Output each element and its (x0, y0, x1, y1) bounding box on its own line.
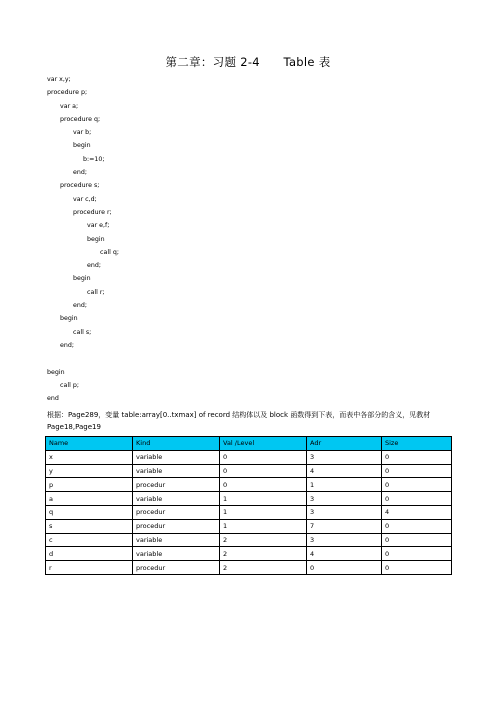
table-cell: s (46, 519, 133, 533)
table-row (46, 533, 452, 547)
code-line: end; (60, 341, 74, 349)
table-cell: 0 (382, 561, 452, 575)
code-line: end; (87, 262, 101, 270)
header-kind: Kind (133, 437, 220, 451)
code-line: call s; (73, 328, 92, 336)
header-adr: Adr (307, 437, 382, 451)
code-line: call p; (60, 381, 79, 389)
table-cell: x (46, 450, 133, 464)
table-cell: 4 (382, 505, 452, 519)
table-cell: 7 (307, 519, 382, 533)
code-line: procedure s; (60, 182, 100, 190)
code-line: end; (73, 302, 87, 310)
table-cell: procedur (133, 505, 220, 519)
table-row (46, 478, 452, 492)
table-cell: procedur (133, 519, 220, 533)
table-cell: procedur (133, 561, 220, 575)
table-cell: 0 (382, 450, 452, 464)
table-row (46, 492, 452, 506)
table-row (46, 450, 452, 464)
code-line: begin (73, 142, 91, 150)
code-line (47, 352, 119, 365)
code-line: var x,y; (47, 76, 71, 83)
code-line: begin (73, 275, 91, 283)
table-row (46, 464, 452, 478)
code-line: procedure q; (60, 115, 101, 123)
page-title: 第二章：习题 2-4 Table 表 (165, 55, 331, 69)
table-row (46, 505, 452, 519)
table-cell: a (46, 492, 133, 506)
table-cell: 0 (382, 519, 452, 533)
code-line: call r; (87, 288, 105, 296)
table-cell: 3 (307, 450, 382, 464)
table-cell: 0 (220, 464, 307, 478)
code-line: procedure r; (73, 208, 112, 216)
table-cell: 1 (220, 519, 307, 533)
table-cell: 0 (382, 533, 452, 547)
header-size: Size (382, 437, 452, 451)
code-line: procedure p; (47, 89, 88, 97)
table-cell: 2 (220, 561, 307, 575)
table-cell: variable (133, 533, 220, 547)
table-cell: 0 (382, 492, 452, 506)
code-line: var e,f; (87, 222, 110, 230)
code-line: var c,d; (73, 195, 97, 203)
table-cell: d (46, 547, 133, 561)
table-cell: 1 (220, 492, 307, 506)
code-line: begin (47, 368, 65, 376)
table-cell: variable (133, 547, 220, 561)
table-cell: variable (133, 464, 220, 478)
code-line: var b; (73, 129, 92, 137)
table-row (46, 561, 452, 575)
code-line: call q; (100, 248, 119, 256)
description-text: 根据：Page289，变量 table:array[0..txmax] of record 结构体以及 block 函数得到下表，而表中各部分的含义，见教材 Page18,Page19 (47, 411, 431, 431)
table-header-row (46, 437, 452, 451)
header-name: Name (46, 437, 133, 451)
table-cell: 4 (307, 464, 382, 478)
table-cell: y (46, 464, 133, 478)
symbol-table (45, 436, 452, 575)
table-cell: 2 (220, 533, 307, 547)
code-line: begin (87, 235, 105, 243)
table-cell: r (46, 561, 133, 575)
table-cell: variable (133, 492, 220, 506)
table-cell: 0 (382, 547, 452, 561)
table-cell: 0 (382, 478, 452, 492)
table-cell: 4 (307, 547, 382, 561)
header-val-level: Val /Level (220, 437, 307, 451)
table-cell: q (46, 505, 133, 519)
table-cell: 2 (220, 547, 307, 561)
table-cell: 3 (307, 492, 382, 506)
table-cell: 1 (307, 478, 382, 492)
code-listing (47, 73, 119, 405)
table-cell: p (46, 478, 133, 492)
table-cell: 0 (307, 561, 382, 575)
code-line: var a; (60, 102, 79, 110)
table-cell: 0 (220, 450, 307, 464)
code-line: end; (73, 169, 87, 177)
table-cell: 1 (220, 505, 307, 519)
table-cell: procedur (133, 478, 220, 492)
table-row (46, 547, 452, 561)
table-cell: 3 (307, 505, 382, 519)
table-cell: variable (133, 450, 220, 464)
table-cell: 3 (307, 533, 382, 547)
code-line: b:=10; (83, 155, 105, 163)
code-line: end (47, 395, 59, 403)
table-cell: 0 (382, 464, 452, 478)
table-cell: c (46, 533, 133, 547)
table-row (46, 519, 452, 533)
table-cell: 0 (220, 478, 307, 492)
code-line: begin (60, 315, 78, 323)
